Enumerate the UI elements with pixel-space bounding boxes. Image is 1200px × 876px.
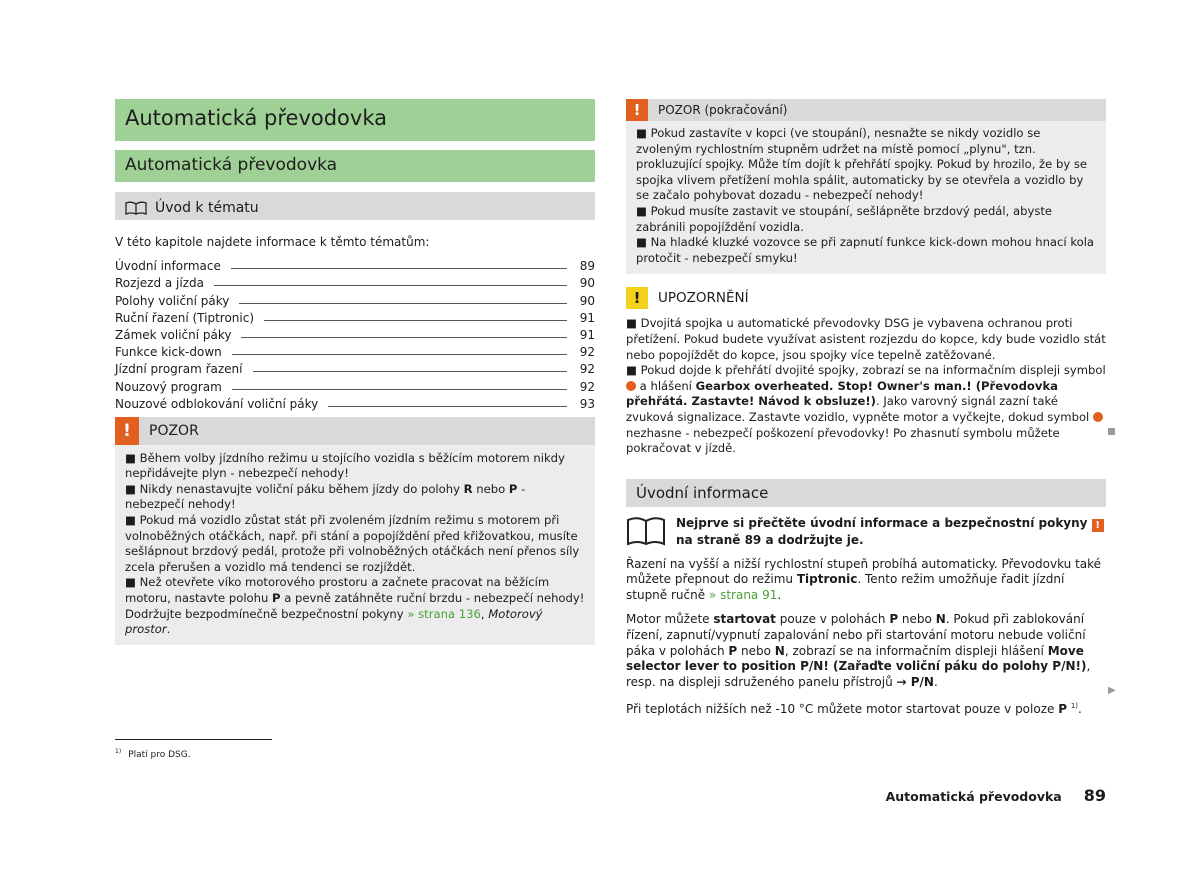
topic-intro-text: V této kapitole najdete informace k těmto tématům: [115, 235, 430, 249]
warning-bullet: ■ Na hladké kluzké vozovce se při zapnutí funkce kick-down mohou hnací kola protočit - nebezpečí smyku! [636, 235, 1095, 265]
toc-entry-title: Funkce kick-down [115, 345, 222, 360]
toc-leader [239, 303, 567, 304]
notice-icon: ! [626, 287, 648, 309]
topic-intro-heading [115, 192, 595, 220]
page-number: 89 [1083, 786, 1106, 805]
toc-leader [231, 268, 567, 269]
toc-entry-page: 91 [579, 327, 595, 342]
toc-entry-title: Polohy voliční páky [115, 293, 230, 308]
read-first-text: Nejprve si přečtěte úvodní informace a bezpečnostní pokyny ! na straně 89 a dodržujte je. [676, 515, 1106, 548]
footnote-divider [115, 739, 272, 740]
warning-title: POZOR [149, 422, 199, 439]
section-end-marker [1108, 428, 1115, 435]
toc-leader [264, 320, 567, 321]
toc-leader [241, 337, 567, 338]
toc-leader [232, 354, 567, 355]
warning-continued-box [626, 99, 1106, 274]
footnote-ref: 1) [1070, 702, 1079, 711]
left-column [115, 99, 595, 645]
toc-leader [253, 371, 568, 372]
warning-continued-header [626, 99, 1106, 121]
paragraph: Motor můžete startovat pouze v polohách P nebo N. Pokud při zablokování řízení, zapnutí/vypnutí zapalování nebo při startování motoru nebude voliční páka v polohách P nebo N, zobrazí se na informačním displeji hlášení Move selector lever to position P/N! (Zařaďte voliční páku do polohy P/N!), resp. na displeji sdruženého panelu přístrojů → P/N. [626, 612, 1091, 689]
page-link[interactable]: » strana 136 [407, 606, 481, 621]
toc-entry[interactable] [115, 308, 595, 325]
toc-entry[interactable] [115, 376, 595, 393]
toc-entry-page: 90 [579, 276, 595, 291]
toc-entry-page: 90 [579, 293, 595, 308]
toc-entry[interactable] [115, 394, 595, 411]
warning-continued-body [626, 121, 1106, 274]
toc-entry-page: 92 [579, 345, 595, 360]
warning-bullet: ■ Pokud má vozidlo zůstat stát při zvoleném jízdním režimu s motorem při volnoběžných otáčkách, např. při stání a popojíždění před křižovatkou, musíte sešlápnout brzdový pedál, protože při volnoběžných otáčkách není přenos síly zcela přerušen a vozidlo má tendenci se rozjíždět. [125, 513, 580, 574]
toc-entry-title: Nouzový program [115, 379, 222, 394]
toc-entry-page: 91 [579, 310, 595, 325]
right-column [626, 99, 1106, 718]
chapter-title: Automatická převodovka [115, 99, 595, 141]
page-footer [886, 786, 1106, 805]
topic-intro-label: Úvod k tématu [155, 200, 259, 216]
warning-icon: ! [1092, 519, 1104, 532]
warning-bullet: ■ Pokud zastavíte v kopci (ve stoupání), nesnažte se nikdy vozidlo se zvoleným rychlostním stupněm udržet na místě pomocí „plynu", tzn. prokluzující spojky. Může tím dojít k přehřátí spojky. Pokud by hrozilo, že by se spojka vlivem přetížení mohla spálit, automaticky by se otevřela a vozidlo by se začalo pohybovat dozadu - nebezpečí nehody! [636, 126, 1088, 203]
toc-entry-title: Ruční řazení (Tiptronic) [115, 310, 255, 325]
footer-chapter: Automatická převodovka [885, 789, 1062, 804]
toc-leader [328, 406, 567, 407]
section-title: Automatická převodovka [115, 150, 595, 182]
toc-entry-title: Úvodní informace [115, 259, 221, 274]
notice-body [626, 310, 1106, 456]
book-icon [125, 201, 147, 215]
toc-entry[interactable] [115, 325, 595, 342]
read-first-note [626, 515, 1106, 548]
toc-entry-title: Rozjezd a jízda [115, 276, 204, 291]
toc-entry[interactable] [115, 359, 595, 376]
warning-bullet: ■ Pokud musíte zastavit ve stoupání, sešlápněte brzdový pedál, abyste zabránili popojíždění vozidla. [636, 203, 1053, 234]
warning-box [115, 417, 595, 645]
intro-info-heading: Úvodní informace [626, 479, 1106, 507]
paragraph: Při teplotách nižších než -10 °C můžete motor startovat pouze v poloze P $^{1)}$. [626, 702, 1082, 717]
page-link[interactable]: » strana 91 [708, 587, 778, 602]
warning-continued-title: POZOR (pokračování) [658, 103, 788, 117]
warning-bullet: ■ Než otevřete víko motorového prostoru a začnete pracovat na běžícím motoru, nastavte polohu P a pevně zatáhněte ruční brzdu - nebezpečí nehody! Dodržujte bezpodmínečně bezpečnostní pokyny » strana 136, Motorový prostor. [125, 575, 585, 637]
warning-bullet: ■ Během volby jízdního režimu u stojícího vozidla s běžícím motorem nikdy nepřidávejte plyn - nebezpečí nehody! [125, 450, 565, 481]
toc-entry-title: Jízdní program řazení [115, 362, 243, 377]
toc-leader [232, 389, 567, 390]
warning-header [115, 417, 595, 445]
toc-entry-page: 93 [579, 396, 595, 411]
notice-header [626, 286, 1106, 310]
notice-bullet: ■ Dvojitá spojka u automatické převodovky DSG je vybavena ochranou proti přetížení. Pokud budete využívat asistent rozjezdu do kopce, kdy bude vozidlo stát nebo popojíždět do kopce, jsou spojky více tepelně zatěžované. [626, 316, 1106, 362]
continue-arrow-icon: ▶ [1108, 685, 1116, 696]
table-of-contents [115, 256, 595, 411]
toc-entry-page: 89 [579, 259, 595, 274]
gearbox-warning-icon [1093, 412, 1103, 422]
toc-entry-title: Zámek voliční páky [115, 327, 232, 342]
warning-bullet: ■ Nikdy nenastavujte voliční páku během jízdy do polohy R nebo P - nebezpečí nehody! [125, 481, 526, 512]
notice-title: UPOZORNĚNÍ [658, 290, 749, 307]
gearbox-warning-icon [626, 381, 636, 391]
notice-bullet: ■ Pokud dojde k přehřátí dvojité spojky, zobrazí se na informačním displeji symbol a hlášení Gearbox overheated. Stop! Owner's man.! (Převodovka přehřátá. Zastavte! Návod k obsluze!). Jako varovný signál zazní také zvuková signalizace. Zastavte vozidlo, vypněte motor a vyčkejte, dokud symbol nezhasne - nebezpečí poškození převodovky! Po zhasnutí symbolu můžete pokračovat v jízdě. [626, 363, 1106, 456]
book-icon [626, 515, 666, 547]
toc-entry[interactable] [115, 256, 595, 273]
toc-entry[interactable] [115, 290, 595, 307]
warning-body [115, 445, 595, 645]
toc-entry-title: Nouzové odblokování voliční páky [115, 396, 319, 411]
footnote: $^{1)}$ Platí pro DSG. [115, 748, 191, 760]
toc-entry[interactable] [115, 342, 595, 359]
paragraph: Řazení na vyšší a nižší rychlostní stupeň probíhá automaticky. Převodovku také můžete přepnout do režimu Tiptronic. Tento režim umožňuje řadit jízdní stupně ručně » strana 91. [626, 556, 1102, 602]
toc-entry[interactable] [115, 273, 595, 290]
toc-leader [214, 285, 567, 286]
warning-icon: ! [115, 417, 139, 445]
warning-icon: ! [626, 99, 648, 121]
toc-entry-page: 92 [579, 362, 595, 377]
toc-entry-page: 92 [579, 379, 595, 394]
